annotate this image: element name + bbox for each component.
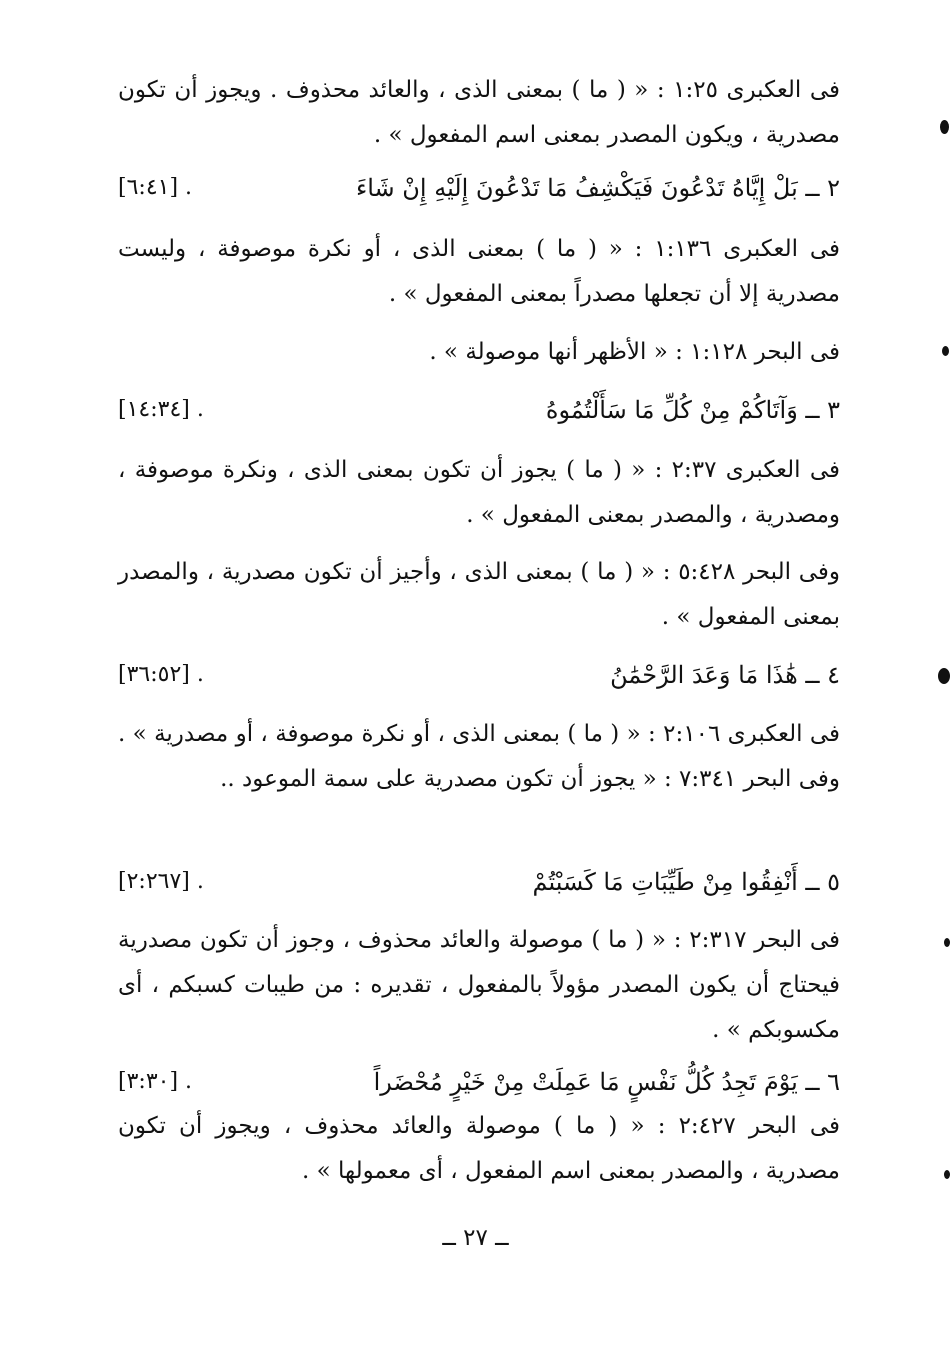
commentary-paragraph: فى العكبرى ٢:١٠٦ : « ( ما ) بمعنى الذى ، أو نكرة موصوفة ، أو مصدرية » . وفى البحر ٧:٣٤١ : « يجوز أن تكون مصدرية على سمة الموعود .. <box>118 721 840 792</box>
commentary-paragraph: فى البحر ١:١٢٨ : « الأظهر أنها موصولة » . <box>429 339 840 365</box>
verse-reference: [٣:٣٠] . <box>118 1069 193 1094</box>
verse-reference: [٦:٤١] . <box>118 175 193 200</box>
quran-verse <box>118 653 840 697</box>
scan-speck <box>944 938 950 947</box>
verse-text: ٢ ــ بَلْ إِيَّاهُ تَدْعُونَ فَيَكْشِفُ مَا تَدْعُونَ إِلَيْهِ إِنْ شَاءَ <box>355 174 840 202</box>
quran-verse <box>118 860 840 904</box>
verse-reference: [١٤:٣٤] . <box>118 397 204 422</box>
scan-speck <box>942 346 949 356</box>
commentary-paragraph: فى العكبرى ١:٢٥ : « ( ما ) بمعنى الذى ، والعائد محذوف . ويجوز أن تكون مصدرية ، ويكون المصدر بمعنى اسم المفعول » . <box>118 77 840 148</box>
commentary-paragraph: فى البحر ٢:٣١٧ : « ( ما ) موصولة والعائد محذوف ، وجوز أن تكون مصدرية فيحتاج أن يكون المصدر مؤولاً بالمفعول ، تقديره : من طيبات كسبكم ، أى مكسوبكم » . <box>118 927 840 1043</box>
scan-speck <box>944 1170 950 1179</box>
commentary-paragraph: فى العكبرى ١:١٣٦ : « ( ما ) بمعنى الذى ، أو نكرة موصوفة ، وليست مصدرية إلا أن تجعلها مصدراً بمعنى المفعول » . <box>118 236 840 307</box>
commentary-paragraph: فى البحر ٢:٤٢٧ : « ( ما ) موصولة والعائد محذوف ، ويجوز أن تكون مصدرية ، والمصدر بمعنى اسم المفعول ، أى معمولها » . <box>118 1113 840 1184</box>
page-number: ــ ٢٧ ــ <box>442 1225 509 1251</box>
verse-text: ٣ ــ وَآتَاكُمْ مِنْ كُلِّ مَا سَأَلْتُمُوهُ <box>545 396 840 424</box>
quran-verse <box>118 166 840 210</box>
scan-speck <box>940 120 949 134</box>
verse-reference: [٢:٢٦٧] . <box>118 869 204 894</box>
quran-verse <box>118 388 840 432</box>
verse-text: ٥ ــ أَنْفِقُوا مِنْ طَيِّبَاتِ مَا كَسَبْتُمْ <box>532 868 840 896</box>
quran-verse <box>118 1060 840 1104</box>
verse-reference: [٣٦:٥٢] . <box>118 662 204 687</box>
commentary-paragraph: وفى البحر ٥:٤٢٨ : « ( ما ) بمعنى الذى ، وأجيز أن تكون مصدرية ، والمصدر بمعنى المفعول » . <box>118 559 840 630</box>
verse-text: ٦ ــ يَوْمَ تَجِدُ كُلُّ نَفْسٍ مَا عَمِلَتْ مِنْ خَيْرٍ مُحْضَراً <box>373 1068 840 1096</box>
verse-text: ٤ ــ هَٰذَا مَا وَعَدَ الرَّحْمَٰنُ <box>610 661 840 689</box>
scan-speck <box>938 668 950 684</box>
commentary-paragraph: فى العكبرى ٢:٣٧ : « ( ما ) يجوز أن تكون بمعنى الذى ، ونكرة موصوفة ، ومصدرية ، والمصدر بمعنى المفعول » . <box>118 457 840 528</box>
